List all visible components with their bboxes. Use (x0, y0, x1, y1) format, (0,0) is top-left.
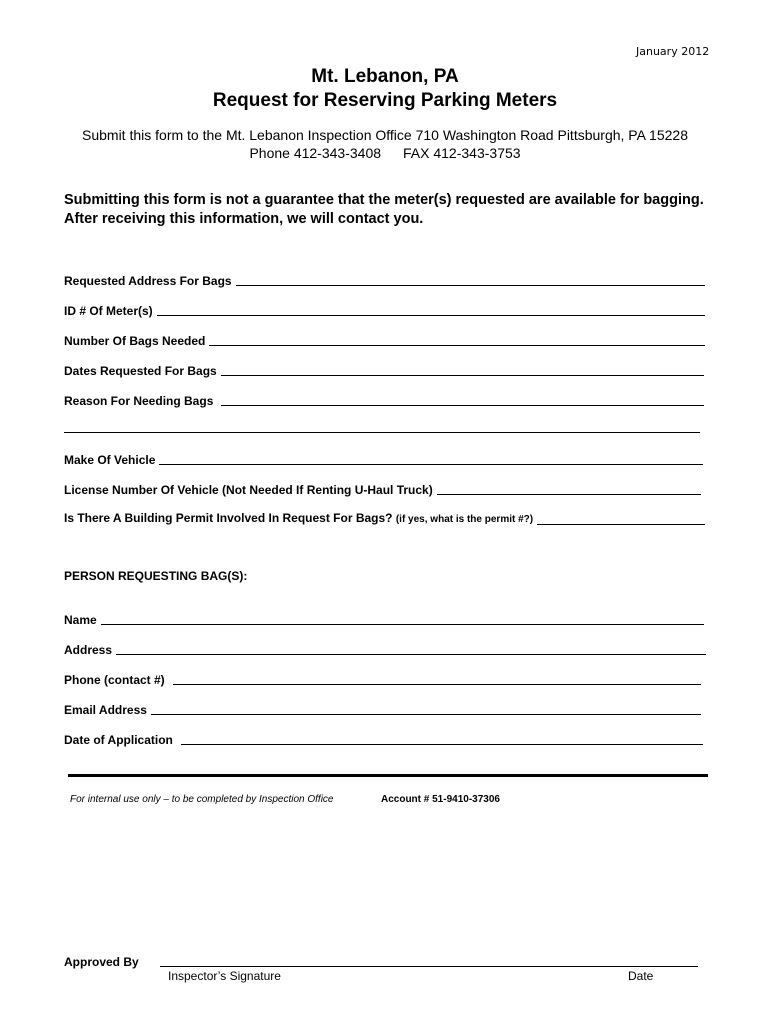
email-field[interactable] (64, 699, 701, 717)
reason-continuation-line[interactable] (64, 432, 700, 433)
permit-question: Is There A Building Permit Involved In Request For Bags? (64, 511, 393, 525)
section-heading: PERSON REQUESTING BAG(S): (64, 569, 248, 583)
form-title: Request for Reserving Parking Meters (212, 90, 558, 111)
vehicle-make-field[interactable] (64, 449, 703, 467)
section-divider (68, 774, 708, 777)
input-line[interactable] (537, 524, 705, 525)
field-label: Phone (contact #) (64, 673, 165, 687)
approved-by-label: Approved By (64, 955, 139, 969)
notice-text: Submitting this form is not a guarantee that the meter(s) requested are available for bagging. After receiving this information, we will contact you. (64, 192, 704, 227)
field-label: License Number Of Vehicle (Not Needed If Renting U-Haul Truck) (64, 483, 433, 497)
submit-instructions: Submit this form to the Mt. Lebanon Inspection Office 710 Washington Road Pittsburgh, PA 15228 (82, 127, 688, 143)
input-line[interactable] (221, 375, 704, 376)
input-line[interactable] (236, 285, 705, 286)
input-line[interactable] (173, 684, 701, 685)
address-field[interactable] (64, 639, 706, 657)
field-label: Number Of Bags Needed (64, 334, 206, 348)
input-line[interactable] (181, 744, 703, 745)
field-label: Dates Requested For Bags (64, 364, 217, 378)
page-title: Mt. Lebanon, PA (311, 66, 459, 87)
account-number: Account # 51-9410-37306 (381, 794, 500, 805)
input-line[interactable] (151, 714, 701, 715)
building-permit-field[interactable] (64, 509, 705, 527)
input-line[interactable] (157, 315, 705, 316)
permit-note: (if yes, what is the permit #?) (395, 514, 534, 525)
name-field[interactable] (64, 609, 704, 627)
input-line[interactable] (209, 345, 705, 346)
requested-address-field[interactable] (64, 270, 705, 288)
date-of-application-field[interactable] (64, 729, 703, 747)
form-date: January 2012 (636, 45, 710, 58)
meter-ids-field[interactable] (64, 300, 705, 318)
input-line[interactable] (159, 464, 703, 465)
reason-field[interactable] (64, 390, 704, 408)
field-label: Name (64, 613, 97, 627)
field-label: Requested Address For Bags (64, 274, 232, 288)
phone-field[interactable] (64, 669, 701, 687)
inspector-signature-label: Inspector’s Signature (168, 969, 281, 983)
fax-number: FAX 412-343-3753 (403, 145, 521, 161)
field-label: Email Address (64, 703, 147, 717)
signature-line[interactable] (160, 966, 698, 967)
license-number-field[interactable] (64, 479, 701, 497)
internal-use-note: For internal use only – to be completed by Inspection Office (70, 794, 334, 805)
input-line[interactable] (116, 654, 706, 655)
input-line[interactable] (221, 405, 704, 406)
input-line[interactable] (101, 624, 704, 625)
contact-line (0, 145, 770, 161)
field-label: Reason For Needing Bags (64, 394, 214, 408)
input-line[interactable] (437, 494, 701, 495)
signature-date-label: Date (628, 969, 654, 983)
dates-requested-field[interactable] (64, 360, 704, 378)
field-label: ID # Of Meter(s) (64, 304, 153, 318)
phone-number: Phone 412-343-3408 (249, 145, 382, 161)
field-label: Address (64, 643, 113, 657)
field-label (64, 511, 533, 527)
field-label: Date of Application (64, 733, 173, 747)
number-of-bags-field[interactable] (64, 330, 705, 348)
field-label: Make Of Vehicle (64, 453, 156, 467)
